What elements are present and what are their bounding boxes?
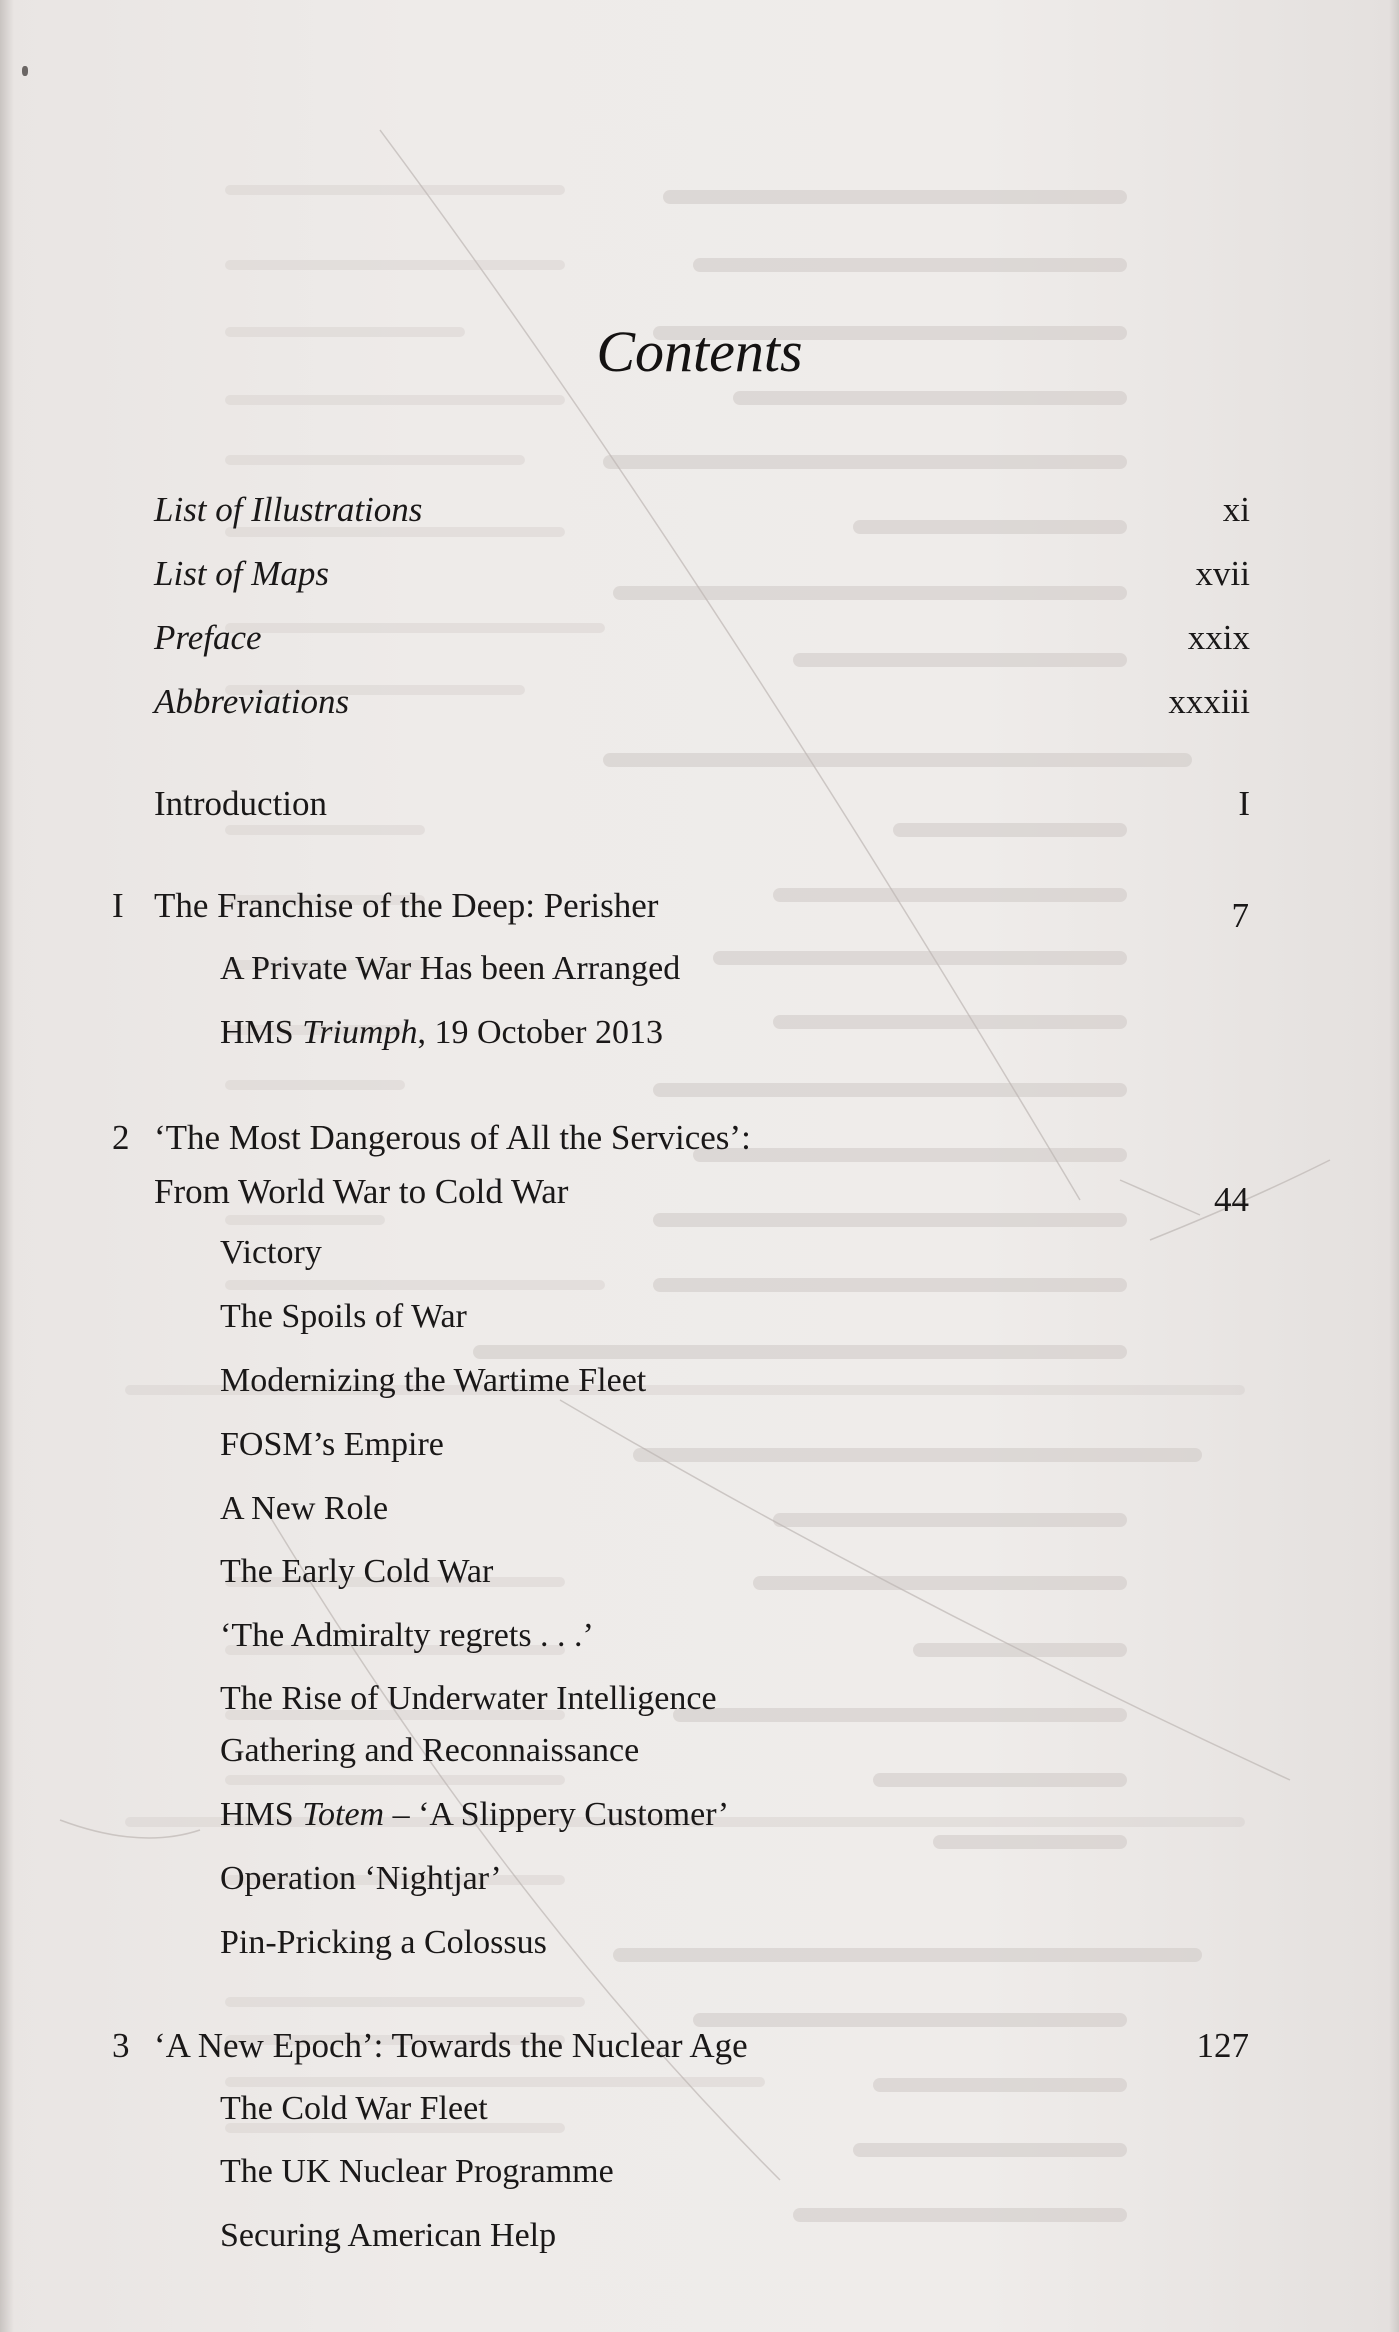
chapter-2-title-line-2[interactable]: From World War to Cold War — [154, 1172, 569, 1211]
chapter-3-title[interactable]: ‘A New Epoch’: Towards the Nuclear Age — [154, 2026, 748, 2065]
chapter-2-section-3[interactable]: Modernizing the Wartime Fleet — [220, 1362, 647, 1399]
chapter-2-page: 44 — [1214, 1180, 1249, 1219]
chapter-1-number: I — [112, 886, 124, 925]
chapter-3-number: 3 — [112, 2026, 130, 2065]
chapter-2-section-11[interactable]: Pin-Pricking a Colossus — [220, 1924, 547, 1961]
chapter-1-title[interactable]: The Franchise of the Deep: Perisher — [154, 886, 659, 925]
toc-entry-page: xvii — [1195, 554, 1250, 593]
toc-entry-page: xxxiii — [1168, 682, 1250, 721]
section-prefix: HMS — [220, 1014, 303, 1051]
toc-entry-label: Introduction — [154, 784, 328, 823]
section-prefix: HMS — [220, 1796, 303, 1833]
toc-entry-label: List of Illustrations — [154, 490, 423, 529]
chapter-3-section-1[interactable]: The Cold War Fleet — [220, 2090, 488, 2127]
ship-name: Totem — [302, 1796, 385, 1833]
section-suffix: , 19 October 2013 — [417, 1014, 663, 1051]
chapter-3-section-2[interactable]: The UK Nuclear Programme — [220, 2153, 614, 2190]
toc-entry-preface[interactable] — [150, 618, 1250, 668]
chapter-2-section-6[interactable]: The Early Cold War — [220, 1553, 494, 1590]
chapter-2-section-1[interactable]: Victory — [220, 1234, 322, 1271]
chapter-2-section-8-line-2[interactable]: Gathering and Reconnaissance — [220, 1732, 640, 1769]
toc-entry-introduction[interactable] — [150, 784, 1250, 834]
chapter-1-page: 7 — [1231, 896, 1249, 935]
toc-entry-page: I — [1238, 784, 1250, 823]
chapter-2-title-line-1[interactable]: ‘The Most Dangerous of All the Services’: — [154, 1118, 751, 1157]
toc-entry-label: Abbreviations — [154, 682, 350, 721]
chapter-2-section-10[interactable]: Operation ‘Nightjar’ — [220, 1860, 502, 1897]
chapter-1-section-1[interactable]: A Private War Has been Arranged — [220, 950, 681, 987]
chapter-2-section-9[interactable] — [220, 1796, 729, 1834]
chapter-2-section-4[interactable]: FOSM’s Empire — [220, 1426, 444, 1463]
ship-name: Triumph — [302, 1014, 418, 1051]
page-title: Contents — [596, 319, 803, 384]
toc-entry-maps[interactable] — [150, 554, 1250, 604]
toc-entry-page: xi — [1222, 490, 1250, 529]
chapter-2-section-2[interactable]: The Spoils of War — [220, 1298, 467, 1335]
chapter-3-page: 127 — [1196, 2026, 1249, 2065]
toc-entry-abbreviations[interactable] — [150, 682, 1250, 732]
toc-entry-label: List of Maps — [154, 554, 330, 593]
chapter-1-section-2[interactable] — [220, 1014, 663, 1052]
chapter-2-number: 2 — [112, 1118, 130, 1157]
chapter-2-section-8-line-1[interactable]: The Rise of Underwater Intelligence — [220, 1680, 717, 1717]
section-suffix: – ‘A Slippery Customer’ — [384, 1796, 730, 1833]
toc-entry-page: xxix — [1187, 618, 1250, 657]
toc-entry-label: Preface — [154, 618, 262, 657]
chapter-2-section-7[interactable]: ‘The Admiralty regrets . . .’ — [220, 1617, 594, 1654]
chapter-2-section-5[interactable]: A New Role — [220, 1490, 389, 1527]
ink-speck — [22, 66, 28, 76]
toc-entry-illustrations[interactable] — [150, 490, 1250, 540]
chapter-3-section-3[interactable]: Securing American Help — [220, 2217, 557, 2254]
